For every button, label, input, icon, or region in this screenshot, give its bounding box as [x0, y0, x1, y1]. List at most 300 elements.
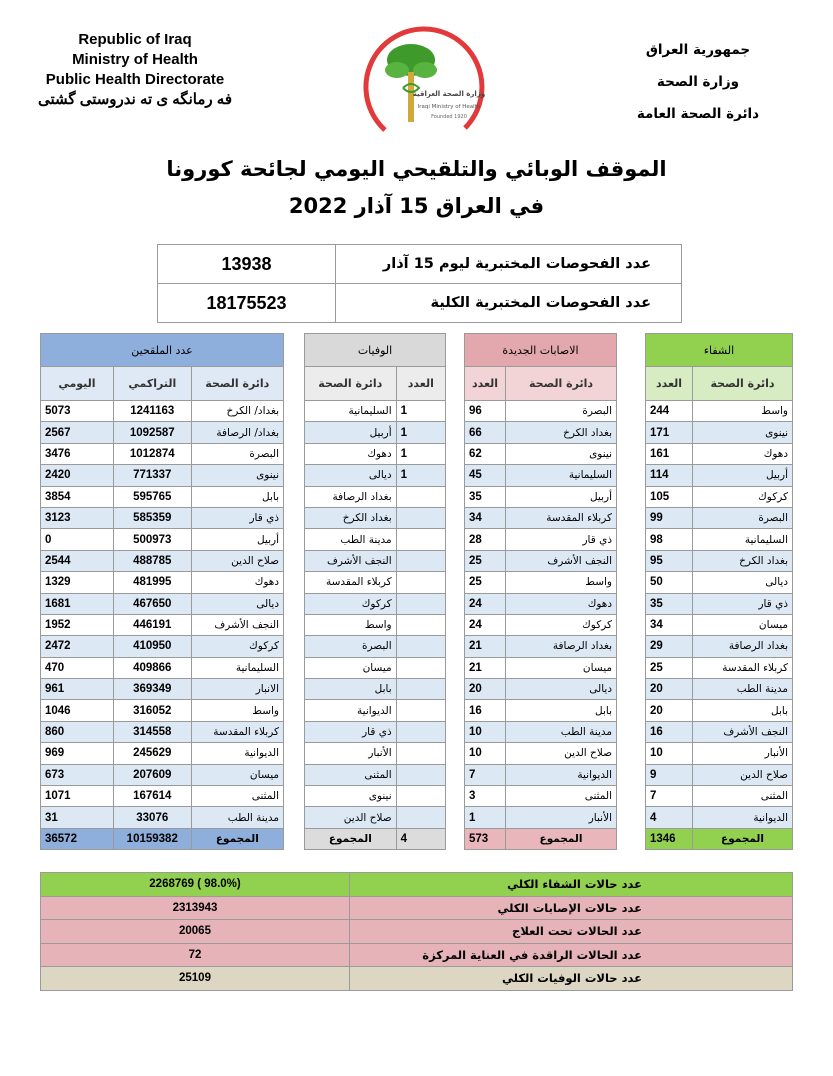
count-value: 25 [465, 550, 506, 571]
region-name: السليمانية [191, 657, 283, 678]
region-name: النجف الأشرف [305, 550, 397, 571]
region-name: واسط [305, 614, 397, 635]
daily-value: 2472 [41, 636, 114, 657]
table-row [305, 422, 446, 443]
count-value [396, 807, 445, 828]
header-line: جمهورية العراق [645, 42, 751, 58]
daily-value: 5073 [41, 401, 114, 422]
daily-value: 0 [41, 529, 114, 550]
table-row [465, 764, 617, 785]
summary-row [41, 967, 793, 991]
count-value: 50 [646, 572, 693, 593]
region-name: ديالى [506, 679, 617, 700]
table-row [305, 465, 446, 486]
region-name: واسط [693, 401, 793, 422]
table-row [646, 550, 793, 571]
deaths-header: الوفيات [305, 334, 446, 367]
region-name: ديالى [693, 572, 793, 593]
region-name: بغداد الرصافة [305, 486, 397, 507]
cumulative-value: 467650 [113, 593, 191, 614]
header-english [30, 30, 240, 110]
count-value: 21 [465, 657, 506, 678]
summary-label: عدد حالات الإصابات الكلي [350, 896, 793, 920]
table-row [305, 529, 446, 550]
table-row [646, 572, 793, 593]
daily-value: 2544 [41, 550, 114, 571]
total-tests-row [158, 284, 682, 323]
table-row [646, 679, 793, 700]
summary-value: 25109 [41, 967, 350, 991]
table-row [646, 443, 793, 464]
count-value [396, 679, 445, 700]
count-value: 1 [396, 443, 445, 464]
daily-value: 1071 [41, 786, 114, 807]
table-row [465, 465, 617, 486]
total-label: المجموع [693, 828, 793, 849]
region-name: نينوى [305, 786, 397, 807]
region-name: بابل [305, 679, 397, 700]
header-line: Ministry of Health [72, 51, 198, 68]
table-row [465, 679, 617, 700]
count-value: 21 [465, 636, 506, 657]
table-row [646, 764, 793, 785]
total-tests-value: 18175523 [158, 284, 336, 323]
region-name: دهوك [693, 443, 793, 464]
region-name: مدينة الطب [191, 807, 283, 828]
daily-value: 1952 [41, 614, 114, 635]
table-row [465, 807, 617, 828]
table-row [646, 529, 793, 550]
table-row [41, 807, 284, 828]
col-count: العدد [646, 367, 693, 401]
table-row [41, 529, 284, 550]
region-name: واسط [191, 700, 283, 721]
region-name: أربيل [693, 465, 793, 486]
summary-label: عدد الحالات تحت العلاج [350, 920, 793, 944]
summary-value: 72 [41, 943, 350, 967]
count-value: 20 [646, 700, 693, 721]
col-region: دائرة الصحة [693, 367, 793, 401]
recovery-header: الشفاء [646, 334, 793, 367]
total-row [646, 828, 793, 849]
region-name: الديوانية [693, 807, 793, 828]
region-name: ديالى [191, 593, 283, 614]
cumulative-value: 314558 [113, 721, 191, 742]
region-name: الديوانية [506, 764, 617, 785]
count-value: 35 [646, 593, 693, 614]
total-label: المجموع [506, 828, 617, 849]
table-row [646, 657, 793, 678]
count-value: 16 [465, 700, 506, 721]
cumulative-value: 167614 [113, 786, 191, 807]
region-name: ميسان [191, 764, 283, 785]
table-row [646, 786, 793, 807]
table-row [646, 700, 793, 721]
count-value [396, 593, 445, 614]
table-row [646, 486, 793, 507]
table-row [465, 721, 617, 742]
region-name: صلاح الدين [191, 550, 283, 571]
summary-value: 2268769 ( 98.0%) [41, 873, 350, 897]
col-region: دائرة الصحة [506, 367, 617, 401]
total-row [305, 828, 446, 849]
daily-tests-value: 13938 [158, 245, 336, 284]
table-row [41, 657, 284, 678]
region-name: بغداد الكرخ [506, 422, 617, 443]
table-row [465, 572, 617, 593]
count-value [396, 721, 445, 742]
cases-header: الاصابات الجديدة [465, 334, 617, 367]
vaccinated-header: عدد الملقحين [41, 334, 284, 367]
deaths-table [304, 333, 446, 850]
table-row [41, 743, 284, 764]
region-name: مدينة الطب [506, 721, 617, 742]
table-row [305, 743, 446, 764]
table-row [305, 721, 446, 742]
region-name: الأنبار [693, 743, 793, 764]
count-value: 3 [465, 786, 506, 807]
table-row [305, 807, 446, 828]
region-name: المثنى [305, 764, 397, 785]
cumulative-value: 446191 [113, 614, 191, 635]
count-value: 25 [465, 572, 506, 593]
region-name: بغداد الرصافة [506, 636, 617, 657]
summary-value: 20065 [41, 920, 350, 944]
region-name: أربيل [506, 486, 617, 507]
total-label: المجموع [191, 828, 283, 849]
region-name: بغداد/ الرصافة [191, 422, 283, 443]
count-value: 20 [646, 679, 693, 700]
summary-label: عدد الحالات الراقدة في العناية المركزة [350, 943, 793, 967]
table-row [41, 507, 284, 528]
cumulative-value: 595765 [113, 486, 191, 507]
cumulative-value: 481995 [113, 572, 191, 593]
table-row [305, 550, 446, 571]
summary-row [41, 896, 793, 920]
count-value: 24 [465, 593, 506, 614]
table-row [465, 636, 617, 657]
region-name: ذي قار [693, 593, 793, 614]
table-row [305, 443, 446, 464]
table-row [646, 807, 793, 828]
count-value: 9 [646, 764, 693, 785]
region-name: النجف الأشرف [191, 614, 283, 635]
region-name: كركوك [191, 636, 283, 657]
total-value: 4 [396, 828, 445, 849]
count-value [396, 572, 445, 593]
cumulative-value: 1012874 [113, 443, 191, 464]
total-row [41, 828, 284, 849]
count-value [396, 764, 445, 785]
region-name: بغداد الرصافة [693, 636, 793, 657]
cumulative-value: 369349 [113, 679, 191, 700]
table-row [646, 743, 793, 764]
table-row [465, 743, 617, 764]
region-name: الديوانية [305, 700, 397, 721]
summary-value: 2313943 [41, 896, 350, 920]
table-row [305, 636, 446, 657]
header-line: Public Health Directorate [45, 71, 225, 88]
count-value [396, 550, 445, 571]
count-value: 20 [465, 679, 506, 700]
header-line: دائرة الصحة العامة [636, 106, 760, 122]
region-name: بابل [191, 486, 283, 507]
total-value: 573 [465, 828, 506, 849]
total-daily-value: 36572 [41, 828, 114, 849]
logo-arabic: وزارة الصحة العراقية [412, 90, 486, 98]
table-row [465, 422, 617, 443]
count-value [396, 700, 445, 721]
count-value: 161 [646, 443, 693, 464]
count-value [396, 743, 445, 764]
vaccinated-table [40, 333, 284, 850]
region-name: بابل [693, 700, 793, 721]
summary-row [41, 873, 793, 897]
table-row [465, 550, 617, 571]
count-value [396, 614, 445, 635]
table-row [41, 486, 284, 507]
region-name: دهوك [506, 593, 617, 614]
region-name: دهوك [305, 443, 397, 464]
region-name: ذي قار [305, 721, 397, 742]
cumulative-value: 771337 [113, 465, 191, 486]
daily-value: 2420 [41, 465, 114, 486]
region-name: كربلاء المقدسة [305, 572, 397, 593]
table-row [41, 636, 284, 657]
col-cumulative: التراكمي [113, 367, 191, 401]
table-row [465, 593, 617, 614]
cumulative-value: 1241163 [113, 401, 191, 422]
cumulative-value: 410950 [113, 636, 191, 657]
region-name: صلاح الدين [506, 743, 617, 764]
region-name: كربلاء المقدسة [506, 507, 617, 528]
daily-value: 961 [41, 679, 114, 700]
count-value: 105 [646, 486, 693, 507]
region-name: أربيل [305, 422, 397, 443]
count-value: 1 [465, 807, 506, 828]
page-title: الموقف الوبائي والتلقيحي اليومي لجائحة كورونا [166, 157, 667, 181]
table-row [646, 593, 793, 614]
table-row [465, 529, 617, 550]
region-name: الديوانية [191, 743, 283, 764]
daily-tests-row [158, 245, 682, 284]
header-line: Republic of Iraq [78, 31, 192, 48]
table-row [41, 593, 284, 614]
region-name: السليمانية [506, 465, 617, 486]
count-value: 10 [646, 743, 693, 764]
cumulative-value: 500973 [113, 529, 191, 550]
region-name: نينوى [506, 443, 617, 464]
table-row [465, 486, 617, 507]
count-value: 7 [465, 764, 506, 785]
logo-english: Iraqi Ministry of Health [417, 104, 481, 110]
table-row [646, 507, 793, 528]
table-row [41, 465, 284, 486]
region-name: السليمانية [305, 401, 397, 422]
summary-label: عدد حالات الوفيات الكلي [350, 967, 793, 991]
table-row [305, 679, 446, 700]
page-subtitle: في العراق 15 آذار 2022 [288, 194, 545, 218]
count-value: 1 [396, 401, 445, 422]
region-name: بابل [506, 700, 617, 721]
region-name: بغداد الكرخ [305, 507, 397, 528]
region-name: صلاح الدين [693, 764, 793, 785]
region-name: الأنبار [506, 807, 617, 828]
total-cumulative-value: 10159382 [113, 828, 191, 849]
count-value: 114 [646, 465, 693, 486]
region-name: ذي قار [506, 529, 617, 550]
table-row [305, 486, 446, 507]
daily-value: 470 [41, 657, 114, 678]
count-value: 98 [646, 529, 693, 550]
count-value: 45 [465, 465, 506, 486]
col-region: دائرة الصحة [305, 367, 397, 401]
count-value: 10 [465, 743, 506, 764]
daily-value: 673 [41, 764, 114, 785]
table-row [646, 465, 793, 486]
count-value: 24 [465, 614, 506, 635]
table-row [305, 764, 446, 785]
new-cases-table [464, 333, 617, 850]
region-name: النجف الأشرف [506, 550, 617, 571]
count-value: 66 [465, 422, 506, 443]
count-value: 34 [465, 507, 506, 528]
table-row [305, 700, 446, 721]
region-name: المثنى [693, 786, 793, 807]
table-row [41, 443, 284, 464]
region-name: البصرة [191, 443, 283, 464]
daily-value: 3123 [41, 507, 114, 528]
daily-tests-label: عدد الفحوصات المختبرية ليوم 15 آذار [336, 245, 682, 284]
table-row [41, 550, 284, 571]
region-name: كركوك [506, 614, 617, 635]
region-name: السليمانية [693, 529, 793, 550]
count-value: 95 [646, 550, 693, 571]
table-row [646, 401, 793, 422]
region-name: البصرة [693, 507, 793, 528]
cumulative-value: 1092587 [113, 422, 191, 443]
daily-value: 3854 [41, 486, 114, 507]
cumulative-value: 207609 [113, 764, 191, 785]
table-row [305, 593, 446, 614]
daily-value: 3476 [41, 443, 114, 464]
region-name: ديالى [305, 465, 397, 486]
count-value [396, 636, 445, 657]
cumulative-value: 488785 [113, 550, 191, 571]
table-row [305, 507, 446, 528]
region-name: واسط [506, 572, 617, 593]
count-value: 16 [646, 721, 693, 742]
col-region: دائرة الصحة [191, 367, 283, 401]
daily-value: 969 [41, 743, 114, 764]
region-name: صلاح الدين [305, 807, 397, 828]
count-value: 10 [465, 721, 506, 742]
logo-founded: Founded 1920 [431, 114, 467, 120]
region-name: الانبار [191, 679, 283, 700]
region-name: كربلاء المقدسة [191, 721, 283, 742]
count-value [396, 529, 445, 550]
table-row [465, 614, 617, 635]
count-value: 25 [646, 657, 693, 678]
summary-label: عدد حالات الشفاء الكلي [350, 873, 793, 897]
daily-value: 860 [41, 721, 114, 742]
total-value: 1346 [646, 828, 693, 849]
total-tests-label: عدد الفحوصات المختبرية الكلية [336, 284, 682, 323]
table-row [305, 572, 446, 593]
lab-tests-table [157, 244, 682, 323]
table-row [41, 721, 284, 742]
table-row [646, 721, 793, 742]
cumulative-value: 316052 [113, 700, 191, 721]
ministry-logo [345, 18, 490, 138]
count-value: 96 [465, 401, 506, 422]
table-row [41, 786, 284, 807]
col-count: العدد [396, 367, 445, 401]
table-row [305, 614, 446, 635]
region-name: بغداد/ الكرخ [191, 401, 283, 422]
table-row [41, 422, 284, 443]
daily-value: 1681 [41, 593, 114, 614]
summary-table [40, 872, 793, 991]
total-row [465, 828, 617, 849]
table-row [646, 422, 793, 443]
header-arabic [623, 34, 773, 130]
region-name: دهوك [191, 572, 283, 593]
region-name: المثنى [191, 786, 283, 807]
count-value: 7 [646, 786, 693, 807]
region-name: كركوك [693, 486, 793, 507]
count-value [396, 786, 445, 807]
region-name: ميسان [506, 657, 617, 678]
region-name: أربيل [191, 529, 283, 550]
table-row [41, 700, 284, 721]
count-value: 1 [396, 422, 445, 443]
daily-value: 1046 [41, 700, 114, 721]
region-name: مدينة الطب [693, 679, 793, 700]
table-row [41, 679, 284, 700]
count-value [396, 486, 445, 507]
region-name: بغداد الكرخ [693, 550, 793, 571]
summary-row [41, 920, 793, 944]
col-daily: اليومي [41, 367, 114, 401]
table-row [465, 507, 617, 528]
cumulative-value: 33076 [113, 807, 191, 828]
daily-value: 31 [41, 807, 114, 828]
region-name: ميسان [305, 657, 397, 678]
count-value: 171 [646, 422, 693, 443]
region-name: نينوى [693, 422, 793, 443]
region-name: الأنبار [305, 743, 397, 764]
table-row [41, 614, 284, 635]
table-row [305, 401, 446, 422]
daily-value: 2567 [41, 422, 114, 443]
recovery-table [645, 333, 793, 850]
cumulative-value: 245629 [113, 743, 191, 764]
count-value: 29 [646, 636, 693, 657]
count-value: 34 [646, 614, 693, 635]
count-value: 62 [465, 443, 506, 464]
table-row [465, 443, 617, 464]
count-value: 28 [465, 529, 506, 550]
count-value: 1 [396, 465, 445, 486]
count-value: 99 [646, 507, 693, 528]
table-row [305, 657, 446, 678]
table-row [465, 786, 617, 807]
header-line: فه رمانگه ی ته ندروستی گشتی [37, 91, 233, 108]
region-name: ميسان [693, 614, 793, 635]
region-name: ذي قار [191, 507, 283, 528]
region-name: مدينة الطب [305, 529, 397, 550]
